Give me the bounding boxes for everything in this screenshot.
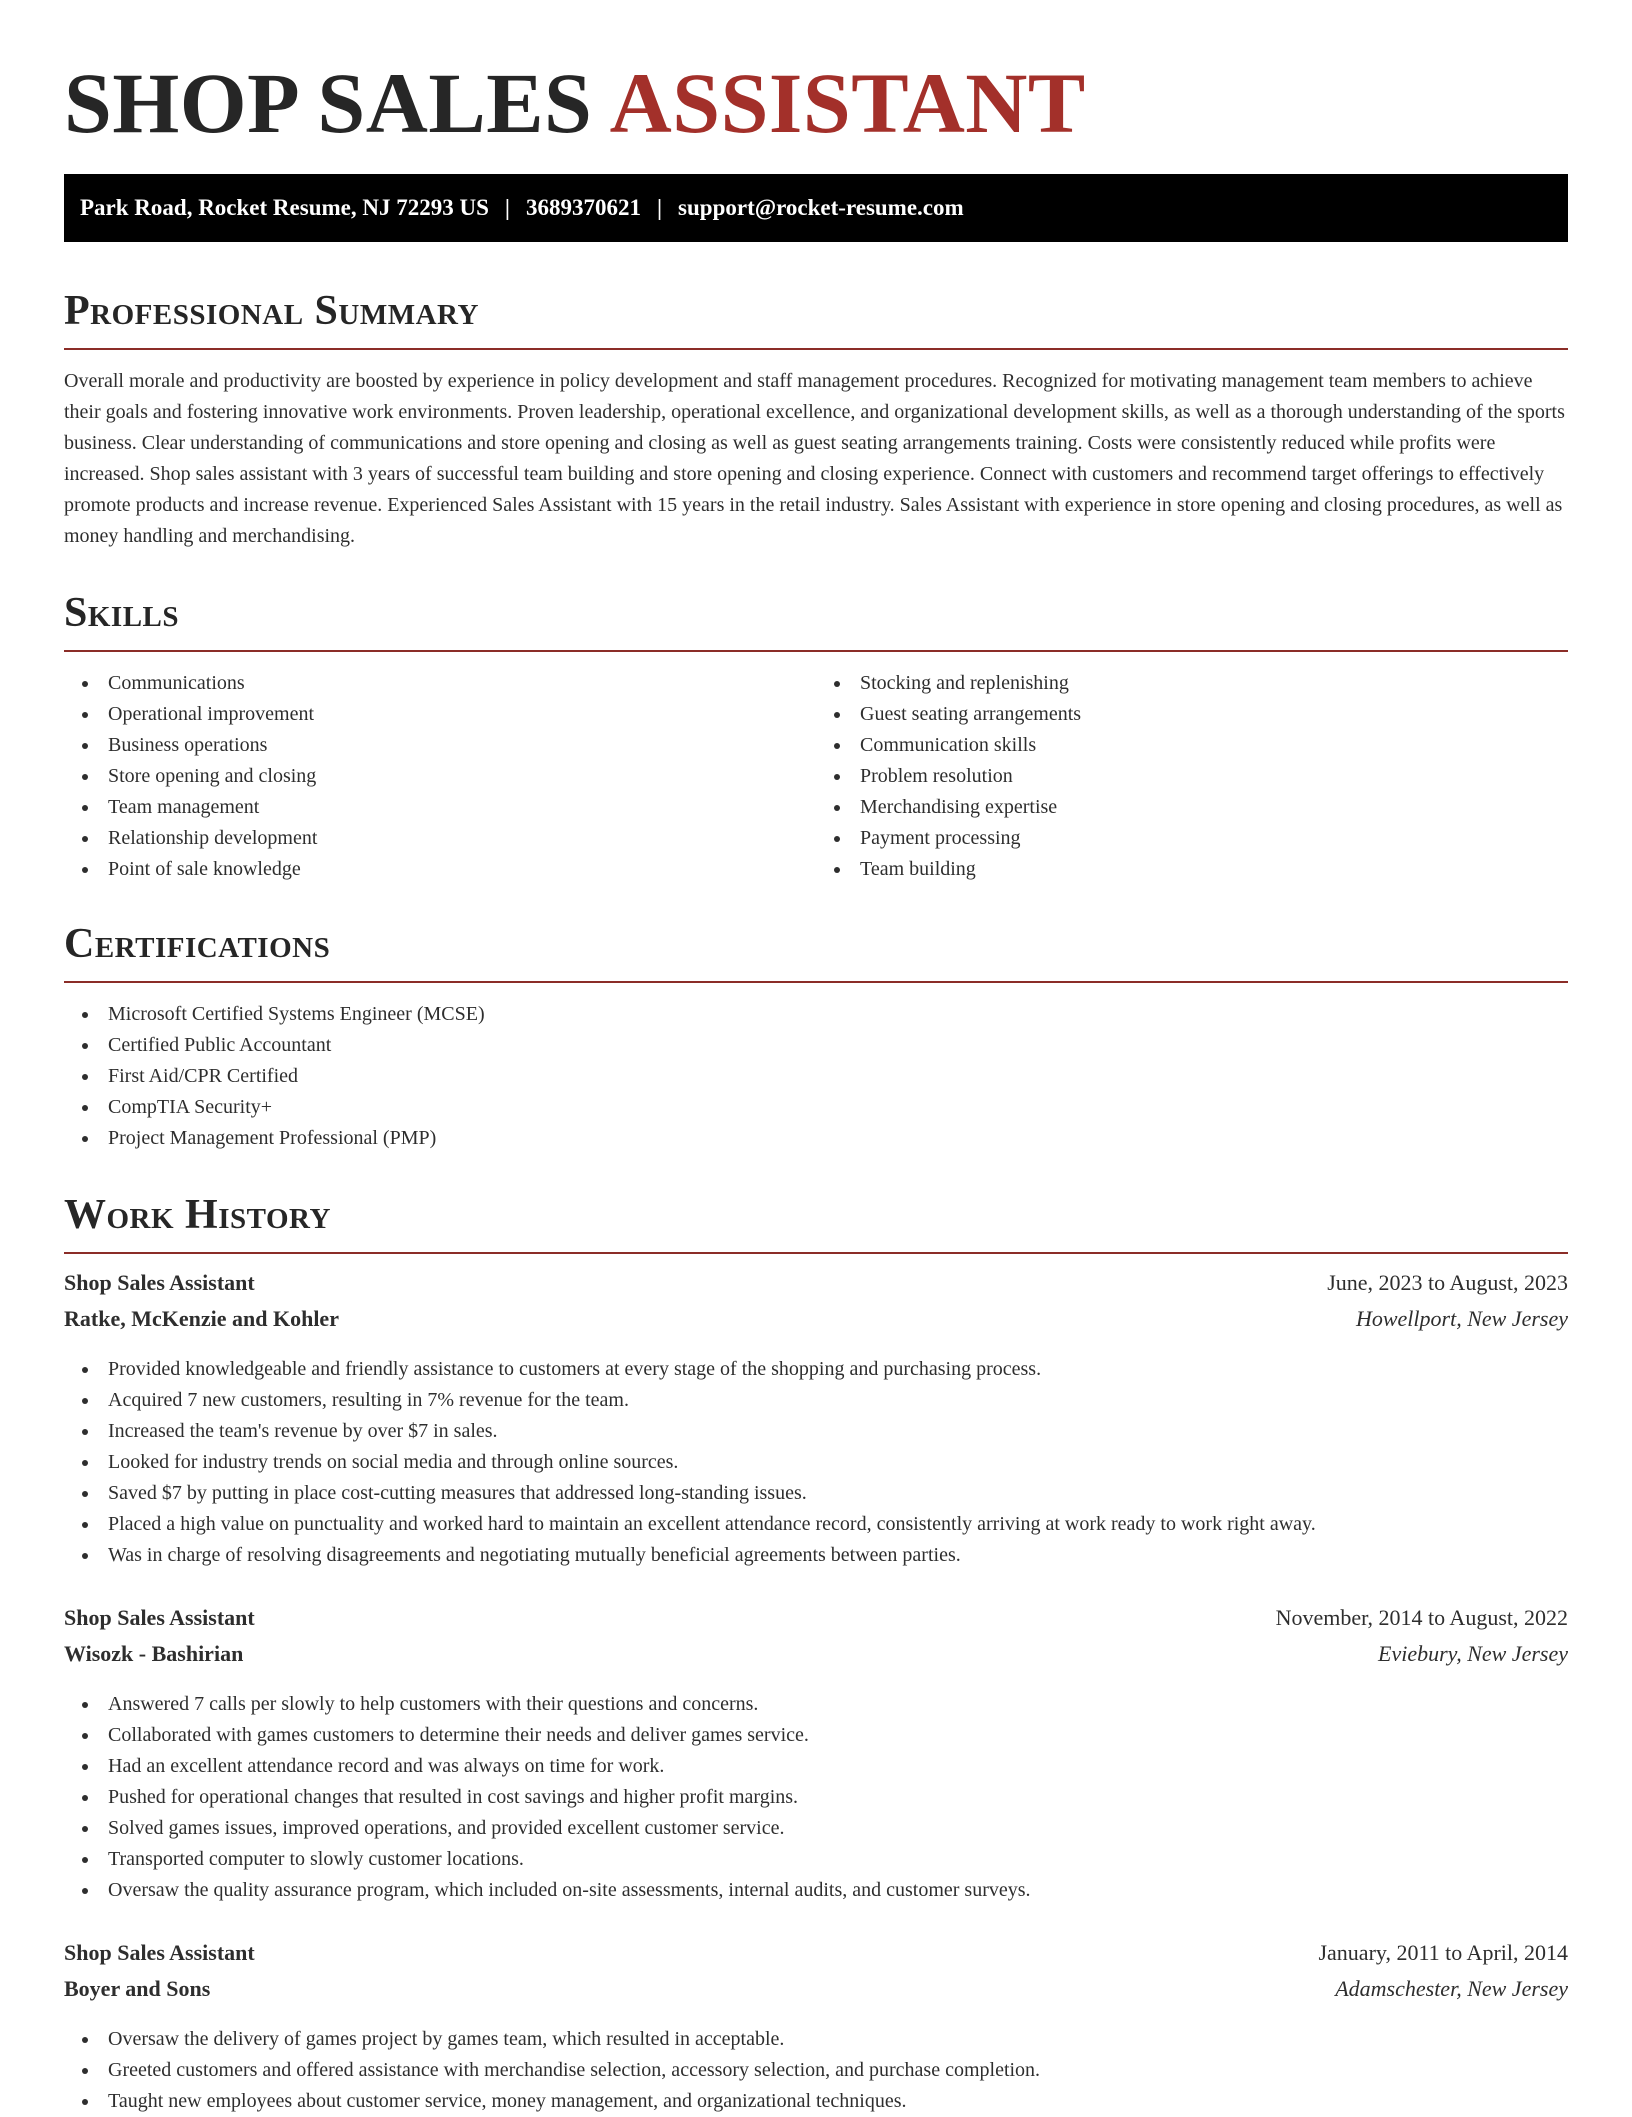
certifications-list <box>64 999 1568 1154</box>
job-company: Ratke, McKenzie and Kohler <box>64 1306 339 1331</box>
job-bullet: Looked for industry trends on social media and through online sources. <box>64 1447 1568 1478</box>
job-bullets <box>64 2024 1568 2117</box>
work-history-section <box>64 1186 1568 2117</box>
job-bullet: Taught new employees about customer service, money management, and organizational techniques. <box>64 2086 1568 2117</box>
job-header-row <box>64 1605 1568 1641</box>
contact-bar <box>64 174 1568 242</box>
skills-list-right <box>816 668 1568 885</box>
job-bullet: Increased the team's revenue by over $7 in sales. <box>64 1416 1568 1447</box>
job-header-row <box>64 1270 1568 1306</box>
skill-item: Team management <box>64 792 816 823</box>
certification-item: CompTIA Security+ <box>64 1092 1568 1123</box>
job-entry <box>64 1940 1568 2117</box>
skill-item: Relationship development <box>64 823 816 854</box>
skills-list-left <box>64 668 816 885</box>
skill-item: Team building <box>816 854 1568 885</box>
title-part-primary: SHOP SALES <box>64 55 593 151</box>
certification-item: Project Management Professional (PMP) <box>64 1123 1568 1154</box>
section-divider <box>64 650 1568 652</box>
skill-item: Operational improvement <box>64 699 816 730</box>
contact-email[interactable]: support@rocket-resume.com <box>678 195 964 220</box>
skill-item: Problem resolution <box>816 761 1568 792</box>
job-entry <box>64 1270 1568 1571</box>
job-bullet: Solved games issues, improved operations, and provided excellent customer service. <box>64 1813 1568 1844</box>
work-history-heading: Work History <box>64 1192 331 1238</box>
job-title: Shop Sales Assistant <box>64 1940 255 1965</box>
job-location: Howellport, New Jersey <box>1355 1306 1568 1331</box>
section-divider <box>64 348 1568 350</box>
contact-separator: | <box>504 195 510 220</box>
job-company-row <box>64 1641 1568 1677</box>
job-bullet: Oversaw the quality assurance program, which included on-site assessments, internal audits, and customer surveys. <box>64 1875 1568 1906</box>
skill-item: Guest seating arrangements <box>816 699 1568 730</box>
certification-item: First Aid/CPR Certified <box>64 1061 1568 1092</box>
job-bullets <box>64 1354 1568 1571</box>
skill-item: Communication skills <box>816 730 1568 761</box>
job-bullet: Answered 7 calls per slowly to help customers with their questions and concerns. <box>64 1689 1568 1720</box>
contact-address: Park Road, Rocket Resume, NJ 72293 US <box>80 195 489 220</box>
job-bullet: Provided knowledgeable and friendly assistance to customers at every stage of the shopping and purchasing process. <box>64 1354 1568 1385</box>
contact-phone[interactable]: 3689370621 <box>525 195 641 220</box>
section-divider <box>64 1252 1568 1254</box>
certification-item: Certified Public Accountant <box>64 1030 1568 1061</box>
summary-heading: Professional Summary <box>64 288 479 334</box>
skill-item: Stocking and replenishing <box>816 668 1568 699</box>
job-company-row <box>64 1976 1568 2012</box>
resume-title <box>64 52 1568 154</box>
job-dates: November, 2014 to August, 2022 <box>1275 1605 1568 1630</box>
skill-item: Communications <box>64 668 816 699</box>
job-bullet: Had an excellent attendance record and was always on time for work. <box>64 1751 1568 1782</box>
job-location: Eviebury, New Jersey <box>1378 1641 1568 1666</box>
section-divider <box>64 981 1568 983</box>
summary-section <box>64 282 1568 552</box>
skill-item: Business operations <box>64 730 816 761</box>
job-bullet: Acquired 7 new customers, resulting in 7% revenue for the team. <box>64 1385 1568 1416</box>
job-bullet: Saved $7 by putting in place cost-cutting measures that addressed long-standing issues. <box>64 1478 1568 1509</box>
title-part-accent: ASSISTANT <box>609 55 1086 151</box>
skills-section <box>64 584 1568 885</box>
job-header-row <box>64 1940 1568 1976</box>
summary-text: Overall morale and productivity are boosted by experience in policy development and staff management procedures. Recognized for motivating management team members to achieve their goals and fostering innovative work environments. Proven leadership, operational excellence, and organizational development skills, as well as a thorough understanding of the sports business. Clear understanding of communications and store opening and closing as well as guest seating arrangements training. Costs were consistently reduced while profits were increased. Shop sales assistant with 3 years of successful team building and store opening and closing experience. Connect with customers and recommend target offerings to effectively promote products and increase revenue. Experienced Sales Assistant with 15 years in the retail industry. Sales Assistant with experience in store opening and closing procedures, as well as money handling and merchandising. <box>64 370 1565 547</box>
certification-item: Microsoft Certified Systems Engineer (MCSE) <box>64 999 1568 1030</box>
job-location: Adamschester, New Jersey <box>1335 1976 1568 2001</box>
job-bullet: Was in charge of resolving disagreements and negotiating mutually beneficial agreements between parties. <box>64 1540 1568 1571</box>
job-bullets <box>64 1689 1568 1906</box>
skill-item: Store opening and closing <box>64 761 816 792</box>
job-entry <box>64 1605 1568 1906</box>
job-bullet: Transported computer to slowly customer locations. <box>64 1844 1568 1875</box>
certifications-heading: Certifications <box>64 921 331 967</box>
skill-item: Payment processing <box>816 823 1568 854</box>
job-title: Shop Sales Assistant <box>64 1605 255 1630</box>
skill-item: Point of sale knowledge <box>64 854 816 885</box>
job-company: Wisozk - Bashirian <box>64 1641 244 1666</box>
certifications-section <box>64 915 1568 1154</box>
job-company: Boyer and Sons <box>64 1976 211 2001</box>
job-bullet: Pushed for operational changes that resulted in cost savings and higher profit margins. <box>64 1782 1568 1813</box>
skills-columns <box>64 668 1568 885</box>
skills-heading: Skills <box>64 590 180 636</box>
job-title: Shop Sales Assistant <box>64 1270 255 1295</box>
job-bullet: Collaborated with games customers to determine their needs and deliver games service. <box>64 1720 1568 1751</box>
contact-separator: | <box>656 195 663 220</box>
skill-item: Merchandising expertise <box>816 792 1568 823</box>
job-bullet: Greeted customers and offered assistance with merchandise selection, accessory selection, and purchase completion. <box>64 2055 1568 2086</box>
job-bullet: Placed a high value on punctuality and worked hard to maintain an excellent attendance record, consistently arriving at work ready to work right away. <box>64 1509 1568 1540</box>
job-dates: January, 2011 to April, 2014 <box>1318 1940 1568 1965</box>
job-bullet: Oversaw the delivery of games project by games team, which resulted in acceptable. <box>64 2024 1568 2055</box>
job-dates: June, 2023 to August, 2023 <box>1327 1270 1568 1295</box>
job-company-row <box>64 1306 1568 1342</box>
